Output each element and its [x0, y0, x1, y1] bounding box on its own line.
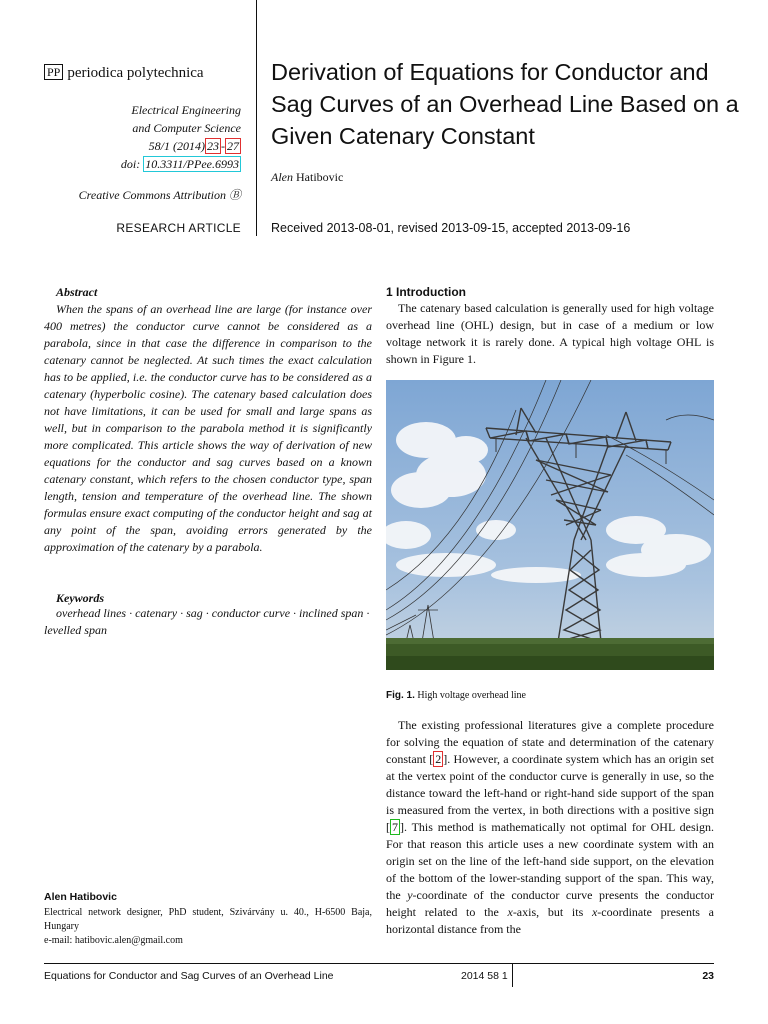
abstract-text: When the spans of an overhead line are large (for instance over 400 metres) the conductor curve cannot be considered as a parabola, since in that case the difference in comparison to the catenary cannot be neglected. At such times the exact calculation has to be applied, i.e. the conductor curve has to be considered as a catenary (hyperbolic cosine). The catenary based calculation does not have limitations, it can be used for small and large spans as well, but in comparison to the parabola method it is significantly more complicated. This article shows the way of derivation of new equations for the conductor and sag curves based on a known catenary constant, which refers to the chosen conductor type, span length, tension and temperature of the overhead line. The shown formulas ensure exact computing of the conductor height and sag at any point of the span, avoiding errors generated by the approximation of the catenary by a parabola. [44, 302, 372, 554]
affiliation-name: Alen Hatibovic [44, 891, 117, 903]
footer-rule [44, 963, 714, 964]
keywords-heading: Keywords [56, 591, 104, 605]
author [271, 170, 343, 185]
affiliation-address: Electrical network designer, PhD student, Szivárvány u. 40., H-6500 Baja, Hungary [44, 907, 372, 932]
var-x-2: x [591, 905, 598, 919]
dates: Received 2013-08-01, revised 2013-09-15, accepted 2013-09-16 [271, 221, 631, 235]
journal-logo-icon: PP [44, 64, 63, 80]
meta-line-1: Electrical Engineering [131, 103, 241, 117]
page-start-link[interactable]: 23 [207, 139, 219, 153]
keywords-text: overhead lines · catenary · sag · conductor curve · inclined span · levelled span [44, 606, 370, 637]
affiliation-text [44, 906, 372, 948]
footer-issue: 2014 58 1 [461, 970, 508, 982]
author-last-name: Hatibovic [296, 170, 344, 184]
doi-link[interactable]: 10.3311/PPee.6993 [145, 157, 239, 171]
affiliation-email[interactable]: e-mail: hatibovic.alen@gmail.com [44, 935, 183, 946]
tree-line [386, 638, 714, 644]
field-dark [386, 656, 714, 670]
figure-overhead-line [386, 380, 714, 670]
header-divider [256, 0, 257, 236]
paper-title: Derivation of Equations for Conductor and Sag Curves of an Overhead Line Based on a Given Catenary Constant [271, 59, 739, 149]
body-paragraph: The existing professional literatures give a complete procedure for solving the equation of state and determination of the catenary constant [ 2 ]. However, a coordinate system which has an origin set at the vertex point of the conductor curve is generally in use, so the distance toward the left-hand or right-hand side support of the span is measured from the vertex, in both directions with a positive sign [ 7 ]. This method is mathematically not optimal for OHL design. For that reason this article uses a new coordinate system with an origin set on the line of the left-hand side support, on the elevation of the bottom of the lower-standing support of the span. This way, the y-coordinate of the conductor curve presents the conductor height related to the x-axis, but its x-coordinate presents a horizontal distance from the [386, 718, 715, 936]
doi-line [121, 155, 241, 173]
footer-divider [512, 963, 513, 987]
section-heading: 1 Introduction [386, 285, 466, 299]
page-sep: - [221, 139, 225, 153]
body-text-4: -coordinate of the conductor curve presents the conductor height related to the [386, 888, 715, 919]
footer-running-title: Equations for Conductor and Sag Curves of an Overhead Line [44, 970, 334, 982]
intro-paragraph: The catenary based calculation is generally used for high voltage overhead line (OHL) design, but in case of a medium or low voltage network it is rarely done. A typical high voltage OHL is shown in Figure 1. [386, 301, 714, 366]
article-type: RESEARCH ARTICLE [116, 221, 241, 235]
transmission-tower-photo [386, 380, 714, 670]
journal-brand[interactable] [44, 64, 244, 82]
journal-meta [121, 101, 241, 173]
body-text-1: The existing professional literatures give a complete procedure for solving the equation of state and determination of the catenary constant [386, 718, 714, 766]
figure-caption-text: High voltage overhead line [417, 690, 526, 701]
footer-page-number: 23 [702, 970, 714, 982]
page-end-link[interactable]: 27 [227, 139, 239, 153]
figure-label: Fig. 1. [386, 690, 415, 701]
figure-caption [386, 690, 526, 701]
citation-7-link[interactable]: 7 [392, 820, 398, 834]
var-y: y [407, 888, 413, 902]
doi-label: doi: [120, 157, 141, 171]
license: Creative Commons Attribution Ⓑ [78, 188, 241, 202]
abstract-heading: Abstract [56, 285, 98, 299]
citation-2-link[interactable]: 2 [435, 752, 442, 766]
volume: 58/1 (2014) [148, 139, 205, 153]
var-x: x [507, 905, 513, 919]
body-text-6: -coordinate presents a horizontal distance from the [386, 905, 714, 936]
author-first-name: Alen [271, 170, 293, 184]
volume-pages [121, 137, 241, 155]
journal-name: periodica polytechnica [67, 65, 204, 81]
body-text-2: . However, a coordinate system which has an origin set at the vertex point of the conductor curve is generally in use, so the distance toward the left-hand or right-hand side support of the span is measured from the vertex, in both directions with a positive sign [386, 752, 714, 817]
body-text-5: -axis, but its [512, 905, 592, 919]
meta-line-2: and Computer Science [132, 121, 241, 135]
body-text-3: . This method is mathematically not optimal for OHL design. For that reason this article uses a new coordinate system with an origin set on the line of the left-hand side support, on the elevation of the bottom of the lower-standing support of the span. This way, the [386, 820, 714, 902]
